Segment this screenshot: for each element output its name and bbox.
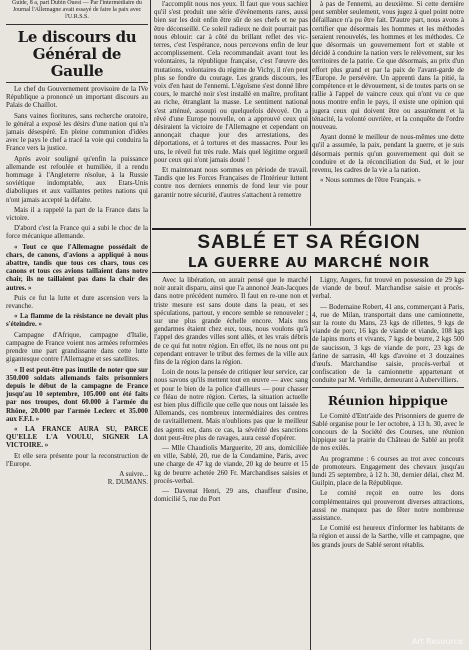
right-top-column bbox=[312, 0, 464, 226]
article-paragraph: Sans vaines fioritures, sans recherche oratoire, le général a exposé les désirs d'une nation qui n'a jamais désespéré. En pleine communion d'idées avec le pays le chef a tracé la voie qui conduira la France vers la justice. bbox=[6, 111, 148, 153]
section-subheader bbox=[154, 255, 464, 271]
article-paragraph: « Nous sommes de l'être Français. » bbox=[320, 176, 421, 185]
article-paragraph: Loin de nous la pensée de critiquer leur service, car nous savons qu'ils mettent tout en œuvre — avec sang et pour le bien de la police d'ailleurs — pour chasser ce fléau de notre région. Certes, la situation actuelle est bien plus difficile que celle que nous ont laissée les Allemands, ces nombreux intermédiaires des centres de ravitaillement. Mais n'oublions pas que le meilleur des agents est, dans ce cas, la sévérité des sanctions dont peut-être plus de ravages, aura cessé d'opérer. bbox=[154, 368, 308, 442]
article-subtitle: Réunion hippique bbox=[328, 393, 448, 408]
follow-note: A suivre... bbox=[119, 469, 148, 478]
article-paragraph: Le Comité est heureux d'informer les habitants de la région et aussi de la Sarthe, ville et campagne, que les grands jours de Sablé seront rétablis. bbox=[312, 524, 464, 549]
divider bbox=[6, 82, 148, 83]
top-strip-text: Guide, 8 a, part Dubin Ouest — Par l'intermédiaire du Journal l'Allemagne avait essayé de faire la paix avec l'U.R.S.S. bbox=[12, 0, 142, 20]
column-rule bbox=[150, 0, 151, 650]
article-paragraph: à pas de l'ennemi, au deuxième. Si cette dernière peut sembler seulement, vous jugez à quel point notre défaillance n'a pu être fait. D'autre part, nous avons à certifier que désormais les hommes et les méthodes seraient renouvelés, les hommes et les méthodes. Ce que désormais un gouvernement fort et stable et décidé à conduire la nation vers le relèvement, sur les territoires de la patrie. Ce que désormais, au prix d'un effort plus grand et par la paix de l'avant-garde de l'Europe. Je persévère. Un apprenti dans la pitié, la compétence et le dévouement, si de toutes parts on se rallie à l'appel de vaincre ceux qui n'ont vu ce que nous montre enfin le pays, il existe une opinion qui jugera ceux qui doivent être ou assurément et la ténacité, la volonté ouvrière, et la conquête de l'ordre nouveau. bbox=[312, 0, 464, 132]
article-paragraph: Ligny, Angers, fut trouvé en possession de 29 kgs de viande de bœuf. Marchandise saisie et procès-verbal. bbox=[312, 276, 464, 301]
article-quote: « Il est peut-être pas inutile de noter que sur 350.000 soldats allemands faits prisonniers depuis le début de la campagne de France jusqu'au 10 septembre, 105.000 ont été faits par nos troupes, dont 60.000 à l'armée du Rhône, 20.000 par l'armée Leclerc et 35.000 aux F.F.I. » bbox=[6, 365, 148, 423]
article-quote: « La flamme de la résistance ne devait plus s'éteindre. » bbox=[6, 312, 148, 329]
article-paragraph: D'abord c'est la France qui a subi le choc de la force mécanique allemande. bbox=[6, 224, 148, 241]
article-paragraph: Après avoir souligné qu'enfin la puissance allemande est refoulée et humiliée, il a rendu hommage à l'Angleterre résolue, à la Russie soviétique indomptable, aux Etats-Unis diaboliques et aux vaillantes petites nations qui n'ont jamais accepté la défaite. bbox=[6, 154, 148, 204]
article-paragraph: Et maintenant nous sommes en période de travail. Tandis que les Forces Françaises de l'Intérieur luttent contre nos derniers ennemis de fond leur vie pour garantir notre sécurité, d'autres s'attachent à remettre bbox=[154, 166, 308, 199]
column-rule bbox=[310, 0, 311, 226]
article-quote: « Tout ce que l'Allemagne possédait de chars, de canons, d'avions a appliqué à nous abattre, tandis que tous ces chars, tous ces canons et tous ces avions taillaient dans notre chair, ils ne taillaient pas dans la chair des autres. » bbox=[6, 242, 148, 292]
bottom-right-column bbox=[312, 276, 464, 650]
article-paragraph: Mais il a rappelé la part de la France dans la victoire. bbox=[6, 205, 148, 223]
column-rule bbox=[310, 276, 311, 650]
left-column bbox=[6, 0, 148, 650]
article-title: Le discours du Général de Gaulle bbox=[17, 28, 137, 80]
article-paragraph: — Bodemaine Robert, 41 ans, commerçant à Paris, 4, rue de Milan, transportait dans une camionnette, sur la route du Mans, 23 kgs de rillettes, 9 kgs de viande de porc, 16 kgs de viande et viande, 108 kgs de lapins morts et vivants, 7 kgs de beurre, 2 kgs 500 de saucisson, 3 kgs de viande de porc, 23 kgs de farine de sarrasin, 40 kgs d'avoine et 3 douzaines d'œufs. Marchandise saisie, procès-verbal et confiscation de la camionnette appartenant et conduite par M. Verhille, demeurant à Aubervilliers. bbox=[312, 302, 464, 385]
article-paragraph: l'accomplit nous nos yeux. Il faut que vous sachiez qu'il s'est produit une série d'événements rares, aussi bien sur les doit enfin être sûr de ses chefs et ne pas être déconseillé. Ce soleil radieux ne doit pourrait pas nous éblouir: car à côté du brillant reflet des vic- terres, c'est l'espérance, nous percevons enfin de leur accomplissement. Cela recommandait avant tout les volontaires, la république française, c'est l'œuvre des mutations, volontaires du régime de Vichy, il n'en peut plus se fondre du courage. Les grands discours, les voix d'en haut de l'ennemi. L'égoïsme s'est donné libre cours, le marché noir s'est installé en maître, profitant au riche, étranglant la masse. Le sentiment national s'est atténué, assoupi ou quelquefois dévoyé. On a rêvé d'une Europe nouvelle, on a approuvé ceux qui désiraient la victoire de l'Allemagne et cependant on annonçait chaque jour des arrestations, des déportations, et à tortures et des massacres. Pour les uns, le réveil fut très rude. Mais quel légitime orgueil pour ceux qui n'ont jamais douté ! bbox=[154, 0, 308, 164]
section-title: SABLÉ ET SA RÉGION bbox=[197, 232, 421, 253]
article-paragraph: Avec la libération, on aurait pensé que le marché noir aurait disparu, ainsi que l'a annoncé Jean-Jacques dans notre précédent numéro. Il faut en re-une non et triste mesure est sans doute dans la peau, et ses spéculations, partout, y encore semble se renouveler ; sur une plus grande échelle encore. Mais nos gendarmes étaient chez eux, tous, nous voulons qu'à l'appel des grandes villes sont allés, et les vrais débris de ce qui fut notre région. En effet, ils ne nous ont pu cependant entraver le tribut des fermes de la ville aux fins de la région dans la région. bbox=[154, 276, 308, 367]
article-paragraph: Le Comité d'Entr'aide des Prisonniers de guerre de Sablé organise pour le 1er octobre, à 13 h. 30, avec le concours de la Société des Courses, une réunion hippique sur la prairie du Château de Sablé au profit de nos exilés. bbox=[312, 411, 464, 453]
divider bbox=[6, 24, 148, 25]
author-signature: R. DUMANS. bbox=[107, 477, 148, 486]
article-paragraph: Le chef du Gouvernement provisoire de la IVe République a prononcé un important discours au Palais de Chaillot. bbox=[6, 85, 148, 110]
article-paragraph: — Mlle Chaudiolis Marguerite, 20 ans, domiciliée en ville, Sablé, 20, rue de la Condamine, Paris, avec une charge de 47 kg de viande, 20 kg de beurre et 15 kg de beurre achetée 260 Fr. Marchandises saisies et procès-verbal. bbox=[154, 444, 308, 485]
article-paragraph: Et elle sera présente pour la reconstruction de l'Europe. bbox=[6, 451, 148, 468]
article-paragraph: — Davenat Henri, 29 ans, chauffeur d'usine, domicilié 5, rue du Port bbox=[154, 487, 308, 504]
watermark: Art Resource bbox=[411, 637, 463, 646]
article-paragraph: Puis ce fut la lutte et dure ascension vers la revanche. bbox=[6, 293, 148, 311]
section-subtitle: LA GUERRE AU MARCHÉ NOIR bbox=[187, 255, 431, 271]
divider bbox=[312, 387, 464, 388]
section-header bbox=[154, 232, 464, 254]
article-paragraph: Campagne d'Afrique, campagne d'Italie, campagne de France voient nos armées reformées prendre une part grandissante dans cette lutte gigantesque contre l'Allemagne et ses satellites. bbox=[6, 330, 148, 364]
bottom-left-column bbox=[154, 276, 308, 650]
middle-top-column bbox=[154, 0, 308, 226]
article-paragraph: Au programme : 6 courses au trot avec concours de promoteurs. Engagement des chevaux jusqu'au lundi 25 septembre, à 12 h. 30, dernier délai, chez M. Guilpin, place de la République. bbox=[312, 454, 464, 488]
section-rule bbox=[152, 272, 466, 273]
article-paragraph: Le comité reçoit en outre les dons complémentaires qui prouveront diverses attractions, aussi ne manquez pas de fêter notre nombreuse assistance. bbox=[312, 489, 464, 523]
section-rule bbox=[152, 228, 466, 230]
article-quote: « LA FRANCE AURA SU, PARCE QU'ELLE L'A VOULU, SIGNER LA VICTOIRE. » bbox=[6, 424, 148, 450]
article-paragraph: Ayant donné le meilleur de nous-mêmes une dette qu'il a assumée, la paix, pendant la guerre, et je suis désormais permis qu'un gouvernement qui doit se conduire et de la réconciliation du Sud, et le jour revenu, les cadres de la vie a la nation. bbox=[312, 133, 464, 175]
